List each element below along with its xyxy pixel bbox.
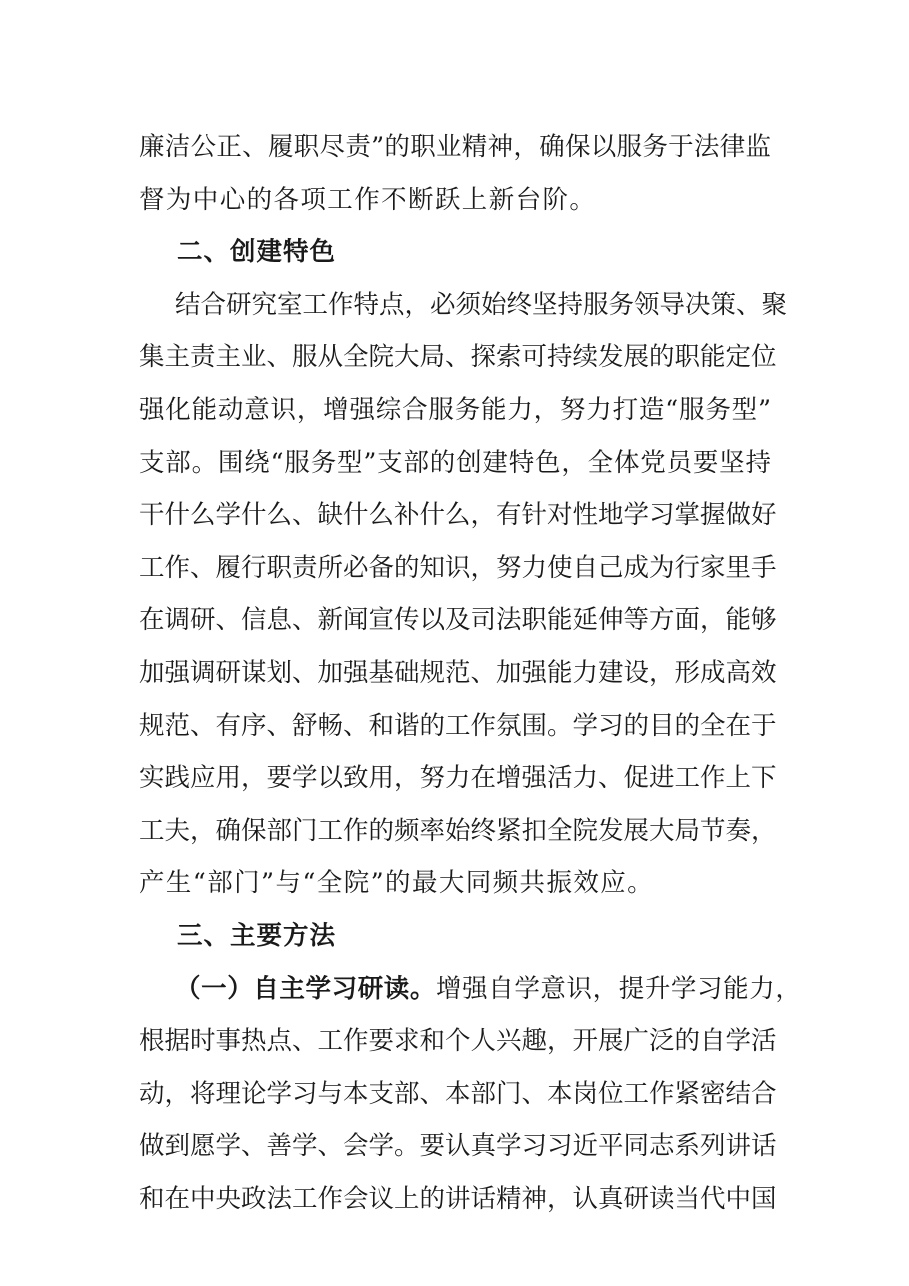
subsection-1-line: 根据时事热点、工作要求和个人兴趣，开展广泛的自学活: [139, 1026, 777, 1057]
section-2-line: 产生“部门”与“全院”的最大同频共振效应。: [139, 868, 655, 899]
section-2-line: 支部。围绕“服务型”支部的创建特色，全体党员要坚持: [139, 447, 771, 478]
intro-line-1: 廉洁公正、履职尽责”的职业精神，确保以服务于法律监: [139, 132, 771, 162]
section-2-line: 实践应用，要学以致用，努力在增强活力、促进工作上下: [139, 763, 777, 794]
section-2-line: 工作、履行职责所必备的知识，努力使自己成为行家里手: [139, 552, 777, 583]
document-page: [139, 121, 802, 1225]
subsection-1-line: 做到愿学、善学、会学。要认真学习习近平同志系列讲话: [139, 1131, 777, 1162]
section-2-line: 结合研究室工作特点，必须始终坚持服务领导决策、聚: [175, 289, 788, 320]
section-2-line: 强化能动意识，增强综合服务能力，努力打造“服务型”: [139, 394, 771, 425]
section-2-line: 干什么学什么、缺什么补什么，有针对性地学习掌握做好: [139, 500, 777, 531]
section-2-line: 工夫，确保部门工作的频率始终紧扣全院发展大局节奏，: [139, 815, 777, 846]
intro-line-2: 督为中心的各项工作不断跃上新台阶。: [139, 184, 597, 215]
subsection-1-line: 和在中央政法工作会议上的讲话精神，认真研读当代中国: [139, 1183, 777, 1214]
section-3-body: [139, 963, 802, 1226]
subsection-1-first-line-text: 增强自学意识，提升学习能力，: [436, 973, 802, 1004]
section-2-line: 在调研、信息、新闻宣传以及司法职能延伸等方面，能够: [139, 605, 777, 636]
section-3-heading: 三、主要方法: [177, 920, 337, 951]
subsection-1-first-line: [139, 963, 802, 1016]
section-2-body: [139, 279, 788, 910]
subsection-1-line: 动，将理论学习与本支部、本部门、本岗位工作紧密结合: [139, 1078, 777, 1109]
section-2-line: 规范、有序、舒畅、和谐的工作氛围。学习的目的全在于: [139, 710, 777, 741]
subsection-1-title: （一）自主学习研读。: [175, 973, 437, 1004]
section-2-heading: 二、创建特色: [177, 237, 337, 268]
section-2-line: 集主责主业、服从全院大局、探索可持续发展的职能定位: [139, 342, 777, 373]
section-2-line: 加强调研谋划、加强基础规范、加强能力建设，形成高效: [139, 657, 777, 688]
